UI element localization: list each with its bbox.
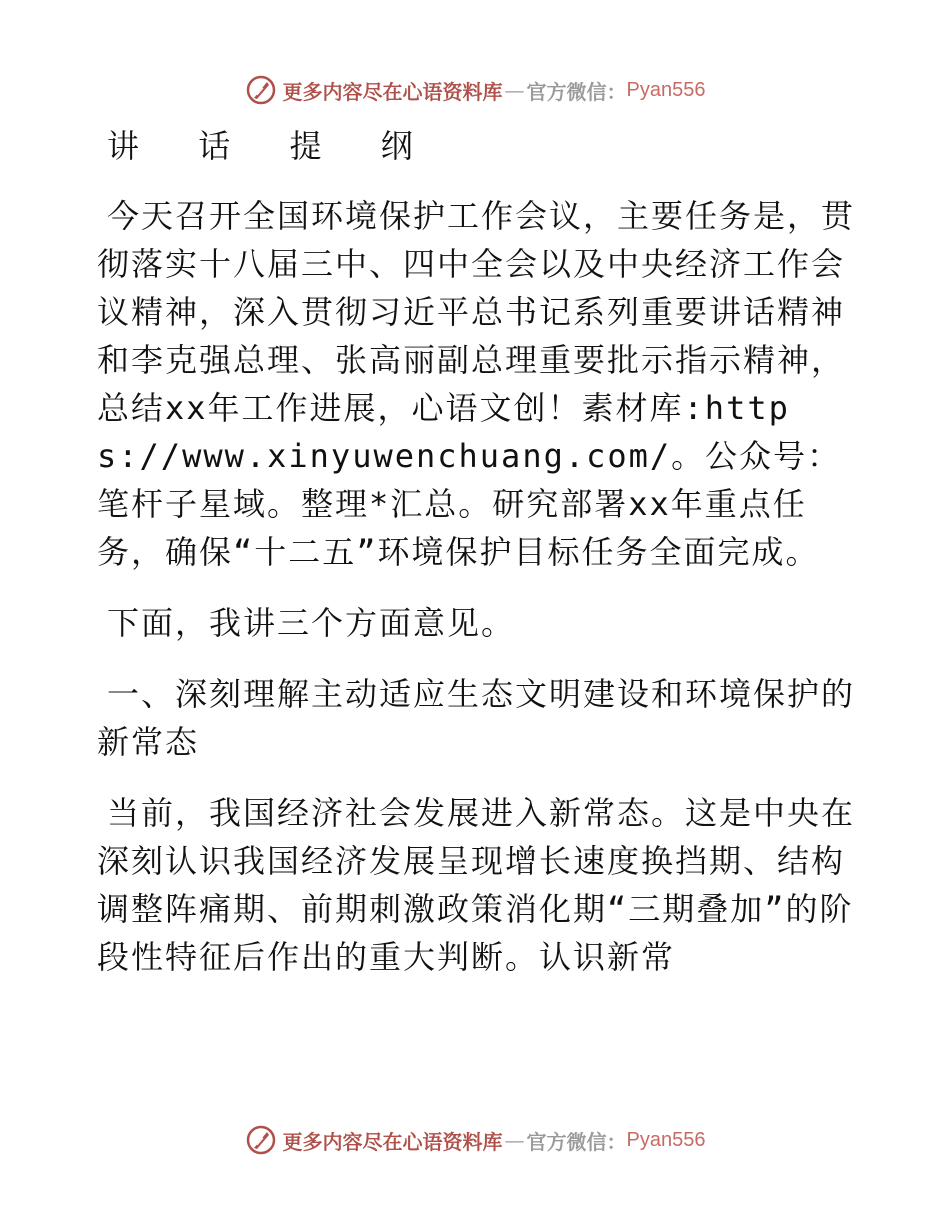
feather-pen-seal-icon — [245, 74, 277, 106]
watermark-text: 更多内容尽在心语资料库 — [282, 1129, 503, 1154]
watermark-footer — [0, 1120, 950, 1160]
watermark-separator: — — [504, 78, 525, 102]
paragraph-new-normal: 当前，我国经济社会发展进入新常态。这是中央在深刻认识我国经济发展呈现增长速度换挡期、结构调整阵痛期、前期刺激政策消化期“三期叠加”的阶段性特征后作出的重大判断。认识新常 — [97, 794, 856, 976]
paragraph-intro: 今天召开全国环境保护工作会议，主要任务是，贯彻落实十八届三中、四中全会以及中央经济工作会议精神，深入贯彻习近平总书记系列重要讲话精神和李克强总理、张高丽副总理重要批示指示精神，总结xx年工作进展，心语文创！素材库:https://www.xinyuwenchuang.com/。公众号：笔杆子星域。整理*汇总。研究部署xx年重点任务，确保“十二五”环境保护目标任务全面完成。 — [97, 197, 856, 571]
paragraph-outline: 下面，我讲三个方面意见。 — [107, 604, 516, 642]
watermark-account-id: Pyan556 — [626, 1128, 706, 1151]
feather-pen-seal-icon — [245, 1124, 277, 1156]
watermark-text: 更多内容尽在心语资料库 — [282, 79, 503, 104]
watermark-account-id: Pyan556 — [626, 78, 706, 101]
document-title: 讲 话 提 纲 — [107, 127, 433, 165]
watermark-official-label: 官方微信： — [526, 79, 627, 104]
watermark-header — [0, 70, 950, 110]
watermark-separator: — — [504, 1128, 525, 1152]
watermark-official-label: 官方微信： — [526, 1129, 627, 1154]
section-heading-1: 一、深刻理解主动适应生态文明建设和环境保护的新常态 — [97, 675, 856, 761]
document-body — [97, 122, 857, 1004]
